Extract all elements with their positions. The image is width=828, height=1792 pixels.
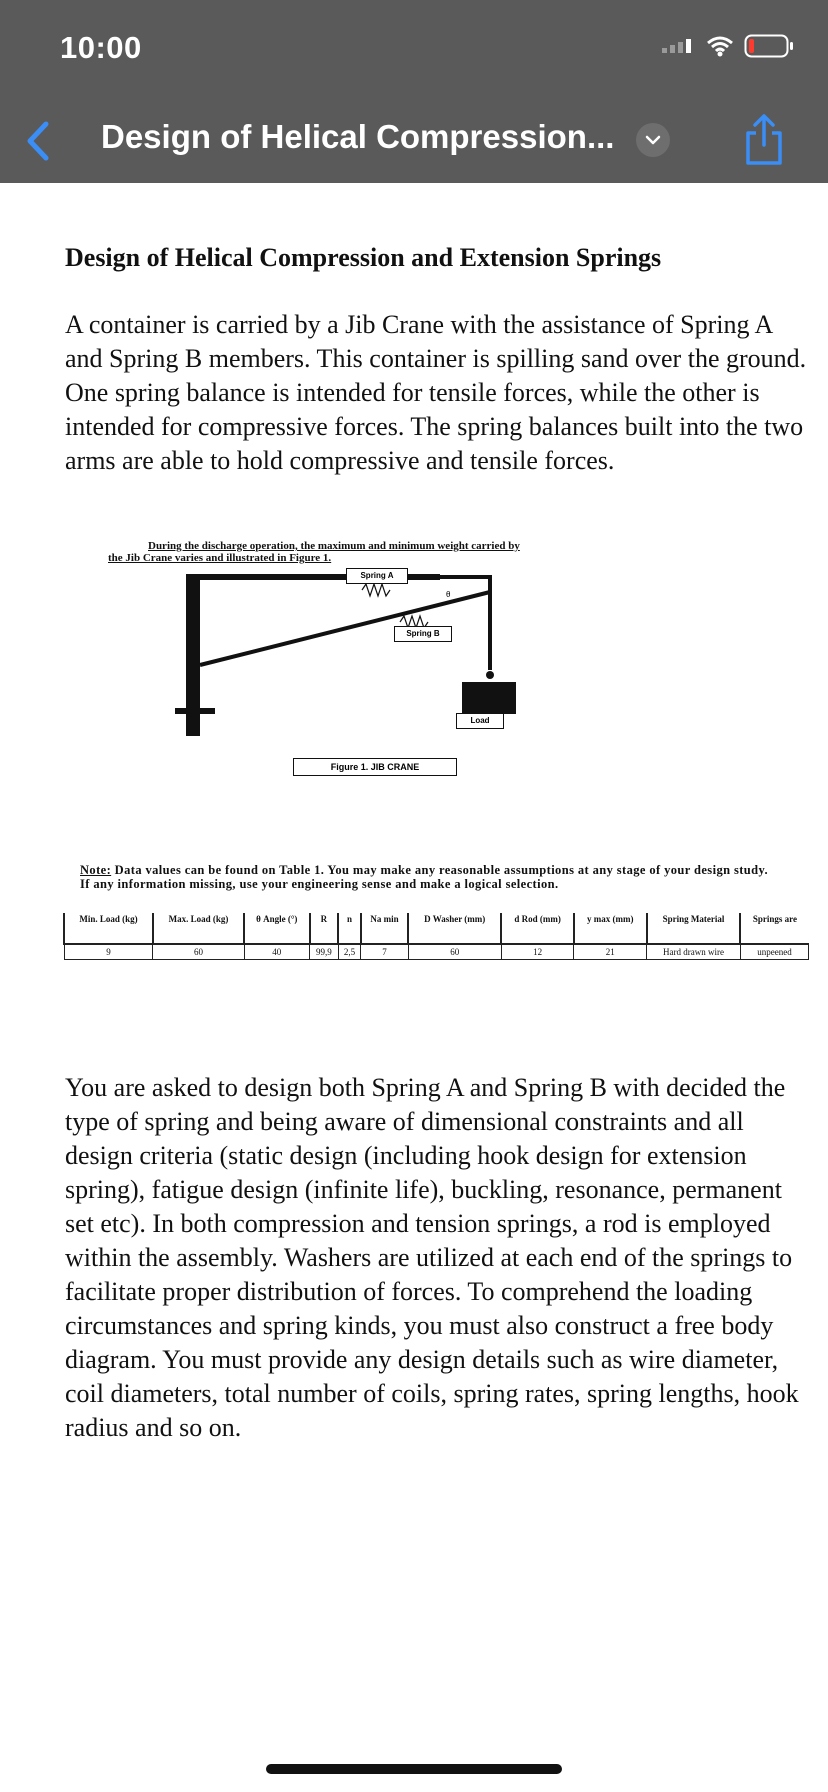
parameters-table xyxy=(63,913,809,960)
header-d-washer: D Washer (mm) xyxy=(408,913,501,944)
note-paragraph xyxy=(80,863,780,891)
title-menu-button[interactable] xyxy=(636,123,670,157)
cell-y-max: 21 xyxy=(574,944,647,960)
signal-icon xyxy=(662,39,696,53)
header-max-load: Max. Load (kg) xyxy=(153,913,244,944)
cell-r: 99,9 xyxy=(310,944,339,960)
header-springs-are: Springs are xyxy=(740,913,808,944)
crane-diagram xyxy=(100,560,820,820)
cell-na-min: 7 xyxy=(361,944,408,960)
cell-min-load: 9 xyxy=(64,944,153,960)
header-angle: θ Angle (°) xyxy=(244,913,309,944)
jib-crane-figure xyxy=(100,540,820,820)
battery-icon xyxy=(744,34,794,58)
header-d-rod: d Rod (mm) xyxy=(501,913,574,944)
cell-n: 2,5 xyxy=(338,944,361,960)
home-indicator[interactable] xyxy=(266,1764,562,1774)
cell-angle: 40 xyxy=(244,944,309,960)
intro-paragraph: A container is carried by a Jib Crane with the assistance of Spring A and Spring B members. This container is spilling sand over the ground. One spring balance is intended for tensile forces, while the other is intended for compressive forces. The spring balances built into the two arms are able to hold compressive and tensile forces. xyxy=(65,310,807,475)
figure-intro-line1: During the discharge operation, the maximum and minimum weight carried by xyxy=(148,540,520,552)
spring-b-label: Spring B xyxy=(394,626,452,642)
back-chevron-icon[interactable] xyxy=(22,118,56,164)
figure-caption: Figure 1. JIB CRANE xyxy=(293,758,457,776)
status-time: 10:00 xyxy=(60,30,142,65)
cell-max-load: 60 xyxy=(153,944,244,960)
document-title-nav[interactable]: Design of Helical Compression... xyxy=(101,118,615,155)
header-r: R xyxy=(310,913,339,944)
header-spring-material: Spring Material xyxy=(647,913,741,944)
cell-d-rod: 12 xyxy=(501,944,574,960)
load-label: Load xyxy=(456,713,504,729)
cell-d-washer: 60 xyxy=(408,944,501,960)
status-icons xyxy=(662,34,794,58)
table-header-row xyxy=(64,913,809,944)
cell-spring-material: Hard drawn wire xyxy=(647,944,741,960)
header-na-min: Na min xyxy=(361,913,408,944)
top-bar xyxy=(0,0,828,183)
figure-intro-line2: the Jib Crane varies and illustrated in Figure 1. xyxy=(108,552,332,564)
page-title: Design of Helical Compression and Extension Springs xyxy=(65,243,662,272)
chevron-down-icon xyxy=(636,123,670,157)
wifi-icon xyxy=(706,35,734,57)
theta-label: θ xyxy=(446,590,451,599)
body-paragraph: You are asked to design both Spring A and Spring B with decided the type of spring and being aware of dimensional constraints and all design criteria (static design (including hook design for extension spring), fatigue design (infinite life), buckling, resonance, permanent set etc). In both compression and tension springs, a rod is employed within the assembly. Washers are utilized at each end of the springs to facilitate proper distribution of forces. To comprehend the loading circumstances and spring kinds, you must also construct a free body diagram. You must provide any design details such as wire diameter, coil diameters, total number of coils, spring rates, spring lengths, hook radius and so on. xyxy=(65,1073,799,1442)
note-label: Note: xyxy=(80,863,112,877)
header-n: n xyxy=(338,913,361,944)
note-text: Data values can be found on Table 1. You may make any reasonable assumptions at any stage of your design study. If any information missing, use your engineering sense and make a logical selection. xyxy=(80,863,768,891)
table-row xyxy=(64,944,809,960)
header-y-max: y max (mm) xyxy=(574,913,647,944)
cell-springs-are: unpeened xyxy=(740,944,808,960)
spring-a-label: Spring A xyxy=(346,568,408,584)
share-icon[interactable] xyxy=(742,113,786,167)
header-min-load: Min. Load (kg) xyxy=(64,913,153,944)
